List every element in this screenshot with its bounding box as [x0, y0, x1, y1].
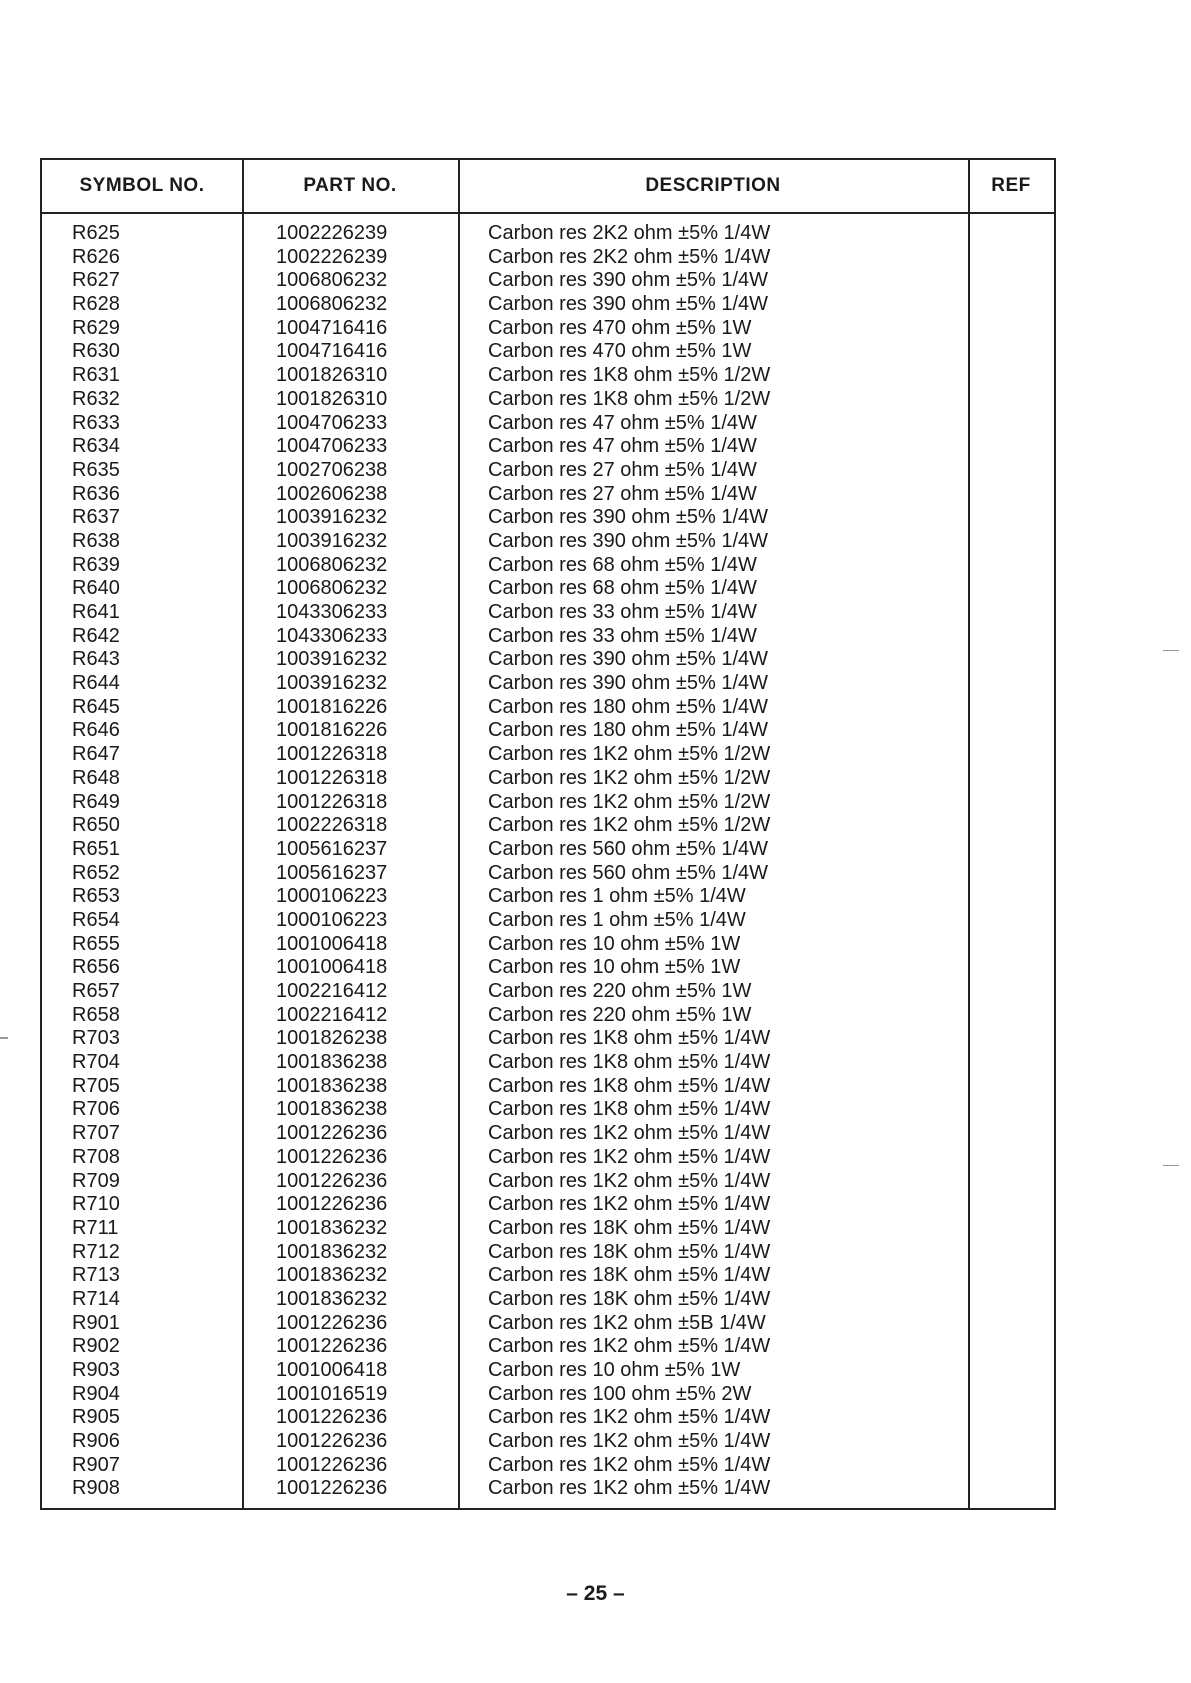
- table-row: [42, 317, 1054, 341]
- table-row: [42, 625, 1054, 649]
- symbol-cell: R655: [72, 932, 120, 955]
- symbol-cell: R708: [72, 1145, 120, 1168]
- description-cell: Carbon res 390 ohm ±5% 1/4W: [488, 529, 768, 552]
- part-no-cell: 1001226236: [276, 1430, 388, 1453]
- table-row: [42, 1027, 1054, 1051]
- symbol-cell: R902: [72, 1335, 120, 1358]
- symbol-cell: R650: [72, 814, 120, 837]
- description-cell: Carbon res 33 ohm ±5% 1/4W: [488, 624, 757, 647]
- symbol-cell: R903: [72, 1359, 120, 1381]
- description-cell: Carbon res 27 ohm ±5% 1/4W: [488, 482, 757, 505]
- table-row: [42, 577, 1054, 601]
- description-cell: Carbon res 390 ohm ±5% 1/4W: [488, 672, 768, 695]
- table-row: [42, 483, 1054, 507]
- description-cell: Carbon res 180 ohm ±5% 1/4W: [488, 719, 768, 742]
- description-cell: Carbon res 1K2 ohm ±5% 1/4W: [488, 1122, 771, 1145]
- symbol-cell: R714: [72, 1287, 120, 1310]
- symbol-cell: R901: [72, 1311, 120, 1334]
- table-row: [42, 1146, 1054, 1170]
- table-row: [42, 1335, 1054, 1359]
- part-no-cell: 1001226318: [276, 766, 388, 789]
- part-no-cell: 1001836232: [276, 1287, 388, 1310]
- table-row: [42, 1359, 1054, 1383]
- table-header: [42, 160, 1054, 214]
- part-no-cell: 1001836238: [276, 1051, 388, 1074]
- part-no-cell: 1001826310: [276, 364, 388, 387]
- table-row: [42, 1217, 1054, 1241]
- description-cell: Carbon res 10 ohm ±5% 1W: [488, 1359, 741, 1381]
- part-no-cell: 1001226236: [276, 1406, 388, 1429]
- table-row: [42, 719, 1054, 743]
- table-row: [42, 1477, 1054, 1501]
- symbol-cell: R713: [72, 1264, 120, 1287]
- table-row: [42, 1241, 1054, 1265]
- table-row: [42, 767, 1054, 791]
- table-row: [42, 1264, 1054, 1288]
- table-row: [42, 648, 1054, 672]
- description-cell: Carbon res 1K2 ohm ±5% 1/4W: [488, 1453, 771, 1476]
- description-cell: Carbon res 10 ohm ±5% 1W: [488, 956, 741, 979]
- part-no-cell: 1001226236: [276, 1453, 388, 1476]
- part-no-cell: 1001016519: [276, 1382, 388, 1405]
- part-no-cell: 1001836232: [276, 1216, 388, 1239]
- symbol-cell: R905: [72, 1406, 120, 1429]
- description-cell: Carbon res 1K2 ohm ±5B 1/4W: [488, 1311, 766, 1334]
- part-no-cell: 1001826238: [276, 1027, 388, 1050]
- part-no-cell: 1001226318: [276, 743, 388, 766]
- part-no-cell: 1001816226: [276, 719, 388, 742]
- description-cell: Carbon res 1K2 ohm ±5% 1/4W: [488, 1193, 771, 1216]
- table-row: [42, 1170, 1054, 1194]
- description-cell: Carbon res 1K2 ohm ±5% 1/4W: [488, 1145, 771, 1168]
- symbol-cell: R657: [72, 980, 120, 1002]
- symbol-cell: R711: [72, 1216, 119, 1239]
- table-row: [42, 554, 1054, 578]
- table-row: [42, 1193, 1054, 1217]
- description-cell: Carbon res 68 ohm ±5% 1/4W: [488, 577, 757, 600]
- description-cell: Carbon res 10 ohm ±5% 1W: [488, 932, 741, 955]
- part-no-cell: 1001226236: [276, 1145, 388, 1168]
- part-no-cell: 1002226239: [276, 222, 388, 244]
- table-row: [42, 1406, 1054, 1430]
- description-cell: Carbon res 1K2 ohm ±5% 1/2W: [488, 743, 771, 766]
- symbol-cell: R635: [72, 458, 120, 481]
- description-cell: Carbon res 68 ohm ±5% 1/4W: [488, 553, 757, 576]
- symbol-cell: R654: [72, 908, 120, 931]
- part-no-cell: 1000106223: [276, 885, 388, 908]
- description-cell: Carbon res 390 ohm ±5% 1/4W: [488, 506, 768, 529]
- part-no-cell: 1001226236: [276, 1193, 388, 1216]
- description-cell: Carbon res 1 ohm ±5% 1/4W: [488, 885, 746, 908]
- table-row: [42, 530, 1054, 554]
- symbol-cell: R703: [72, 1027, 120, 1050]
- symbol-cell: R658: [72, 1003, 120, 1026]
- table-row: [42, 814, 1054, 838]
- part-no-cell: 1001006418: [276, 1359, 388, 1381]
- part-no-cell: 1006806232: [276, 269, 388, 292]
- symbol-cell: R625: [72, 222, 120, 244]
- table-row: [42, 862, 1054, 886]
- header-description: DESCRIPTION: [645, 175, 781, 196]
- description-cell: Carbon res 18K ohm ±5% 1/4W: [488, 1240, 771, 1263]
- description-cell: Carbon res 1K2 ohm ±5% 1/4W: [488, 1477, 771, 1500]
- part-no-cell: 1043306233: [276, 601, 388, 623]
- table-row: [42, 1312, 1054, 1336]
- description-cell: Carbon res 2K2 ohm ±5% 1/4W: [488, 245, 771, 268]
- part-no-cell: 1043306233: [276, 624, 388, 647]
- part-no-cell: 1001836238: [276, 1098, 388, 1121]
- description-cell: Carbon res 1K8 ohm ±5% 1/4W: [488, 1098, 771, 1121]
- symbol-cell: R636: [72, 482, 120, 505]
- part-no-cell: 1005616237: [276, 861, 388, 884]
- description-cell: Carbon res 1 ohm ±5% 1/4W: [488, 908, 746, 931]
- table-row: [42, 909, 1054, 933]
- part-no-cell: 1001006418: [276, 932, 388, 955]
- part-no-cell: 1004716416: [276, 316, 388, 339]
- description-cell: Carbon res 1K2 ohm ±5% 1/2W: [488, 766, 771, 789]
- description-cell: Carbon res 470 ohm ±5% 1W: [488, 340, 752, 363]
- symbol-cell: R642: [72, 624, 120, 647]
- description-cell: Carbon res 560 ohm ±5% 1/4W: [488, 837, 768, 860]
- header-symbol-no: SYMBOL NO.: [79, 175, 205, 196]
- symbol-cell: R639: [72, 553, 120, 576]
- description-cell: Carbon res 33 ohm ±5% 1/4W: [488, 601, 757, 623]
- part-no-cell: 1001836232: [276, 1240, 388, 1263]
- description-cell: Carbon res 1K8 ohm ±5% 1/4W: [488, 1074, 771, 1097]
- table-row: [42, 459, 1054, 483]
- symbol-cell: R633: [72, 411, 120, 434]
- description-cell: Carbon res 1K2 ohm ±5% 1/4W: [488, 1335, 771, 1358]
- table-row: [42, 435, 1054, 459]
- table-row: [42, 506, 1054, 530]
- symbol-cell: R706: [72, 1098, 120, 1121]
- part-no-cell: 1001816226: [276, 695, 388, 718]
- description-cell: Carbon res 1K2 ohm ±5% 1/4W: [488, 1430, 771, 1453]
- description-cell: Carbon res 560 ohm ±5% 1/4W: [488, 861, 768, 884]
- symbol-cell: R632: [72, 387, 120, 410]
- description-cell: Carbon res 1K8 ohm ±5% 1/4W: [488, 1051, 771, 1074]
- symbol-cell: R628: [72, 293, 120, 316]
- part-no-cell: 1001836232: [276, 1264, 388, 1287]
- table-row: [42, 412, 1054, 436]
- description-cell: Carbon res 1K2 ohm ±5% 1/2W: [488, 814, 771, 837]
- table-row: [42, 1288, 1054, 1312]
- symbol-cell: R644: [72, 672, 120, 695]
- table-row: [42, 672, 1054, 696]
- description-cell: Carbon res 220 ohm ±5% 1W: [488, 980, 752, 1002]
- header-part-no: PART NO.: [303, 175, 397, 196]
- symbol-cell: R648: [72, 766, 120, 789]
- symbol-cell: R647: [72, 743, 120, 766]
- part-no-cell: 1002226239: [276, 245, 388, 268]
- part-no-cell: 1004716416: [276, 340, 388, 363]
- table-row: [42, 791, 1054, 815]
- symbol-cell: R634: [72, 435, 120, 458]
- symbol-cell: R627: [72, 269, 120, 292]
- part-no-cell: 1005616237: [276, 837, 388, 860]
- part-no-cell: 1001226236: [276, 1169, 388, 1192]
- description-cell: Carbon res 470 ohm ±5% 1W: [488, 316, 752, 339]
- description-cell: Carbon res 1K2 ohm ±5% 1/2W: [488, 790, 771, 813]
- symbol-cell: R709: [72, 1169, 120, 1192]
- description-cell: Carbon res 390 ohm ±5% 1/4W: [488, 648, 768, 671]
- symbol-cell: R908: [72, 1477, 120, 1500]
- part-no-cell: 1006806232: [276, 577, 388, 600]
- table-row: [42, 980, 1054, 1004]
- table-row: [42, 1383, 1054, 1407]
- symbol-cell: R651: [72, 837, 120, 860]
- description-cell: Carbon res 100 ohm ±5% 2W: [488, 1382, 752, 1405]
- symbol-cell: R641: [72, 601, 120, 623]
- part-no-cell: 1001226236: [276, 1335, 388, 1358]
- symbol-cell: R656: [72, 956, 120, 979]
- description-cell: Carbon res 47 ohm ±5% 1/4W: [488, 435, 757, 458]
- description-cell: Carbon res 180 ohm ±5% 1/4W: [488, 695, 768, 718]
- table-row: [42, 1051, 1054, 1075]
- symbol-cell: R704: [72, 1051, 120, 1074]
- symbol-cell: R631: [72, 364, 120, 387]
- symbol-cell: R638: [72, 529, 120, 552]
- symbol-cell: R652: [72, 861, 120, 884]
- description-cell: Carbon res 390 ohm ±5% 1/4W: [488, 293, 768, 316]
- table-row: [42, 246, 1054, 270]
- symbol-cell: R630: [72, 340, 120, 363]
- scan-mark: [1163, 1165, 1179, 1166]
- table-row: [42, 1075, 1054, 1099]
- description-cell: Carbon res 1K2 ohm ±5% 1/4W: [488, 1169, 771, 1192]
- table-row: [42, 933, 1054, 957]
- scan-mark: [1163, 650, 1179, 651]
- symbol-cell: R640: [72, 577, 120, 600]
- symbol-cell: R629: [72, 316, 120, 339]
- table-row: [42, 269, 1054, 293]
- part-no-cell: 1001826310: [276, 387, 388, 410]
- table-row: [42, 293, 1054, 317]
- part-no-cell: 1003916232: [276, 506, 388, 529]
- symbol-cell: R626: [72, 245, 120, 268]
- part-no-cell: 1000106223: [276, 908, 388, 931]
- symbol-cell: R643: [72, 648, 120, 671]
- part-no-cell: 1002226318: [276, 814, 388, 837]
- part-no-cell: 1001226236: [276, 1311, 388, 1334]
- description-cell: Carbon res 18K ohm ±5% 1/4W: [488, 1216, 771, 1239]
- table-row: [42, 1430, 1054, 1454]
- table-row: [42, 601, 1054, 625]
- table-row: [42, 364, 1054, 388]
- header-ref: REF: [991, 175, 1031, 196]
- part-no-cell: 1004706233: [276, 411, 388, 434]
- symbol-cell: R904: [72, 1382, 120, 1405]
- part-no-cell: 1001226236: [276, 1477, 388, 1500]
- part-no-cell: 1003916232: [276, 529, 388, 552]
- description-cell: Carbon res 1K8 ohm ±5% 1/2W: [488, 387, 771, 410]
- scan-mark: [0, 1037, 8, 1039]
- symbol-cell: R712: [72, 1240, 120, 1263]
- symbol-cell: R646: [72, 719, 120, 742]
- description-cell: Carbon res 1K8 ohm ±5% 1/2W: [488, 364, 771, 387]
- symbol-cell: R705: [72, 1074, 120, 1097]
- table-body: [42, 222, 1054, 1501]
- symbol-cell: R653: [72, 885, 120, 908]
- description-cell: Carbon res 1K2 ohm ±5% 1/4W: [488, 1406, 771, 1429]
- page-number: – 25 –: [566, 1582, 625, 1605]
- symbol-cell: R707: [72, 1122, 120, 1145]
- part-no-cell: 1006806232: [276, 293, 388, 316]
- table-row: [42, 838, 1054, 862]
- table-row: [42, 388, 1054, 412]
- description-cell: Carbon res 18K ohm ±5% 1/4W: [488, 1264, 771, 1287]
- symbol-cell: R649: [72, 790, 120, 813]
- part-no-cell: 1002216412: [276, 980, 388, 1002]
- part-no-cell: 1002606238: [276, 482, 388, 505]
- part-no-cell: 1001836238: [276, 1074, 388, 1097]
- part-no-cell: 1002216412: [276, 1003, 388, 1026]
- symbol-cell: R907: [72, 1453, 120, 1476]
- table-row: [42, 1098, 1054, 1122]
- part-no-cell: 1004706233: [276, 435, 388, 458]
- table-row: [42, 340, 1054, 364]
- description-cell: Carbon res 27 ohm ±5% 1/4W: [488, 458, 757, 481]
- description-cell: Carbon res 220 ohm ±5% 1W: [488, 1003, 752, 1026]
- description-cell: Carbon res 1K8 ohm ±5% 1/4W: [488, 1027, 771, 1050]
- table-row: [42, 1122, 1054, 1146]
- description-cell: Carbon res 2K2 ohm ±5% 1/4W: [488, 222, 771, 244]
- symbol-cell: R710: [72, 1193, 120, 1216]
- part-no-cell: 1006806232: [276, 553, 388, 576]
- symbol-cell: R906: [72, 1430, 120, 1453]
- table-row: [42, 1004, 1054, 1028]
- part-no-cell: 1001006418: [276, 956, 388, 979]
- part-no-cell: 1001226318: [276, 790, 388, 813]
- table-row: [42, 696, 1054, 720]
- description-cell: Carbon res 390 ohm ±5% 1/4W: [488, 269, 768, 292]
- symbol-cell: R645: [72, 695, 120, 718]
- symbol-cell: R637: [72, 506, 120, 529]
- parts-table: [40, 158, 1056, 1510]
- table-row: [42, 1454, 1054, 1478]
- table-row: [42, 743, 1054, 767]
- part-no-cell: 1003916232: [276, 648, 388, 671]
- part-no-cell: 1001226236: [276, 1122, 388, 1145]
- table-row: [42, 222, 1054, 246]
- table-row: [42, 885, 1054, 909]
- description-cell: Carbon res 18K ohm ±5% 1/4W: [488, 1287, 771, 1310]
- table-row: [42, 956, 1054, 980]
- part-no-cell: 1003916232: [276, 672, 388, 695]
- part-no-cell: 1002706238: [276, 458, 388, 481]
- description-cell: Carbon res 47 ohm ±5% 1/4W: [488, 411, 757, 434]
